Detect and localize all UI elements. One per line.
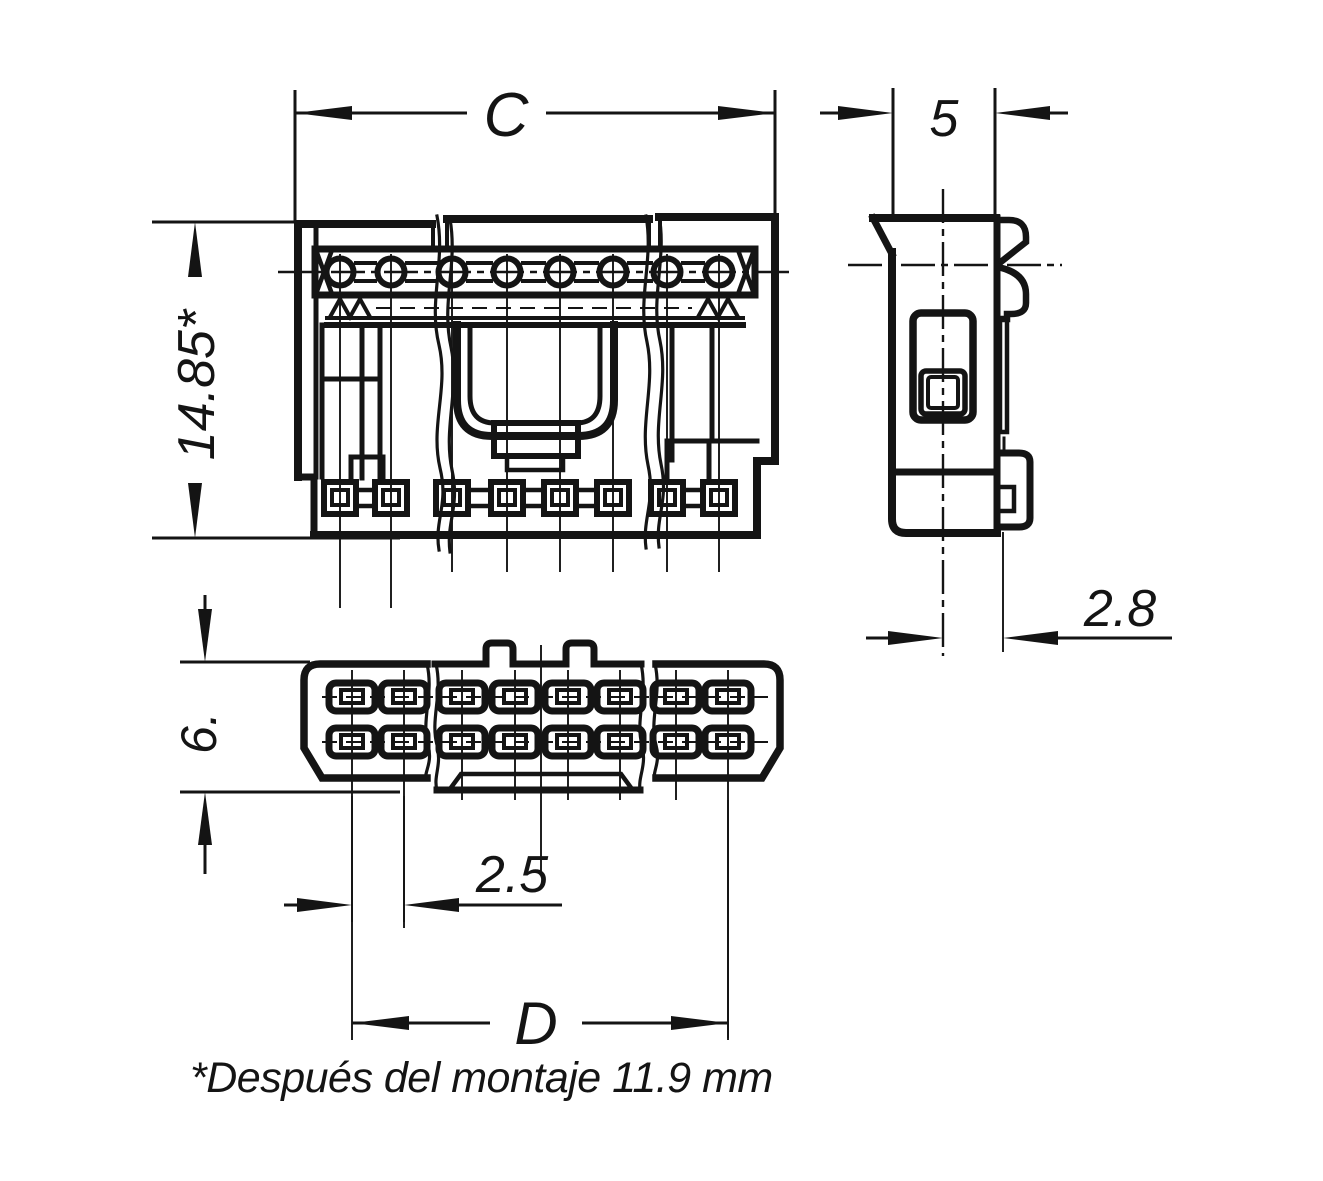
arrow-right-icon [838, 106, 893, 120]
dimension-25 [284, 796, 562, 928]
arrow-right-icon [718, 106, 775, 120]
arrow-left-icon [995, 106, 1050, 120]
arrow-left-icon [352, 1016, 409, 1030]
arrow-down-icon [198, 609, 212, 662]
dimension-6 [171, 595, 400, 874]
dim-label-height: 14.85* [168, 309, 226, 461]
retainer-strip [327, 299, 743, 325]
dim-label-d: D [514, 990, 558, 1057]
arrow-left-icon [1003, 631, 1058, 645]
arrow-up-icon [188, 222, 202, 277]
bottom-view [304, 643, 780, 1038]
arrow-right-icon [671, 1016, 728, 1030]
dim-label-28: 2.8 [1083, 580, 1157, 638]
front-view [278, 215, 794, 608]
footnote: *Después del montaje 11.9 mm [190, 1054, 773, 1102]
dim-label-6: 6. [171, 712, 227, 754]
dimension-28 [866, 532, 1172, 652]
arrow-down-icon [188, 483, 202, 538]
arrow-left-icon [295, 106, 352, 120]
side-latch-top [997, 220, 1026, 453]
dim-label-c: C [483, 81, 529, 150]
strip-hatch-right [698, 299, 738, 317]
side-latch-bottom [997, 453, 1030, 527]
dim-label-5: 5 [929, 90, 959, 148]
arrow-left-icon [404, 898, 459, 912]
dimension-d [352, 800, 728, 1057]
strip-hatch-left [330, 299, 370, 317]
arrow-right-icon [297, 898, 352, 912]
bottom-middle-block-top [435, 643, 641, 664]
dimension-c [295, 81, 775, 222]
dim-label-25: 2.5 [475, 846, 549, 904]
cavity-holes [329, 683, 751, 756]
contact-seal-band [278, 249, 794, 295]
arrow-up-icon [198, 792, 212, 845]
arrow-right-icon [888, 631, 943, 645]
side-view [848, 189, 1062, 656]
central-latch [457, 325, 614, 470]
